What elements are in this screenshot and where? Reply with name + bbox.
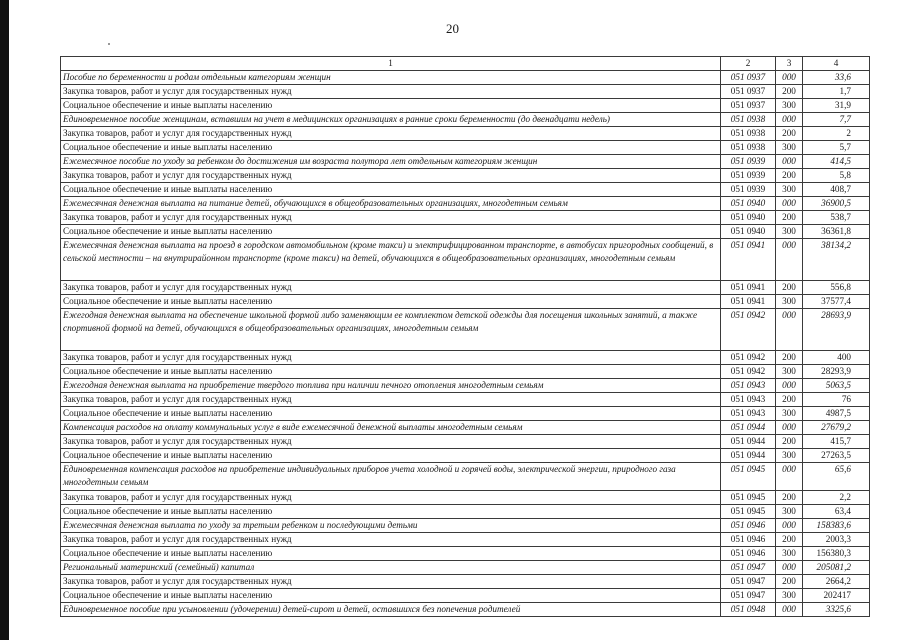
row-name-cell: Закупка товаров, работ и услуг для государственных нужд xyxy=(61,169,721,183)
row-type-cell: 000 xyxy=(776,421,803,435)
row-type-cell: 000 xyxy=(776,519,803,533)
row-name-cell: Ежемесячная денежная выплата на проезд в городском автомобильном (кроме такси) и электрифицированном транспорте, в автобусах пригородных сообщений, в сельской местности – на внутрирайонном транспорте (кроме такси) на детей, обучающихся в общеобразовательных организациях, многодетным семьям xyxy=(61,239,721,281)
table-row xyxy=(61,421,870,435)
table-row xyxy=(61,463,870,491)
row-type-cell: 200 xyxy=(776,169,803,183)
row-name-cell: Социальное обеспечение и иные выплаты населению xyxy=(61,589,721,603)
row-value-cell: 5,7 xyxy=(803,141,870,155)
row-type-cell: 000 xyxy=(776,113,803,127)
row-code-cell: 051 0941 xyxy=(721,295,776,309)
row-code-cell: 051 0937 xyxy=(721,99,776,113)
row-value-cell: 2003,3 xyxy=(803,533,870,547)
row-name-cell: Социальное обеспечение и иные выплаты населению xyxy=(61,295,721,309)
table-row xyxy=(61,99,870,113)
row-type-cell: 200 xyxy=(776,575,803,589)
row-code-cell: 051 0939 xyxy=(721,169,776,183)
row-code-cell: 051 0940 xyxy=(721,197,776,211)
row-value-cell: 408,7 xyxy=(803,183,870,197)
table-row xyxy=(61,365,870,379)
row-type-cell: 200 xyxy=(776,127,803,141)
row-value-cell: 4987,5 xyxy=(803,407,870,421)
row-value-cell: 31,9 xyxy=(803,99,870,113)
row-name-cell: Ежемесячная денежная выплата по уходу за третьим ребенком и последующими детьми xyxy=(61,519,721,533)
row-type-cell: 000 xyxy=(776,197,803,211)
row-name-cell: Единовременное пособие женщинам, вставшим на учет в медицинских организациях в ранние сроки беременности (до двенадцати недель) xyxy=(61,113,721,127)
row-code-cell: 051 0947 xyxy=(721,575,776,589)
row-code-cell: 051 0948 xyxy=(721,603,776,617)
row-name-cell: Закупка товаров, работ и услуг для государственных нужд xyxy=(61,491,721,505)
table-row xyxy=(61,211,870,225)
table-row xyxy=(61,85,870,99)
row-code-cell: 051 0939 xyxy=(721,155,776,169)
row-name-cell: Ежемесячная денежная выплата на питание детей, обучающихся в общеобразовательных организациях, многодетным семьям xyxy=(61,197,721,211)
budget-table-body xyxy=(61,57,870,617)
row-code-cell: 051 0940 xyxy=(721,225,776,239)
row-code-cell: 051 0937 xyxy=(721,71,776,85)
row-value-cell: 2,2 xyxy=(803,491,870,505)
row-value-cell: 33,6 xyxy=(803,71,870,85)
row-name-cell: Закупка товаров, работ и услуг для государственных нужд xyxy=(61,281,721,295)
row-name-cell: Региональный материнский (семейный) капитал xyxy=(61,561,721,575)
row-type-cell: 000 xyxy=(776,379,803,393)
row-type-cell: 200 xyxy=(776,351,803,365)
row-type-cell: 000 xyxy=(776,603,803,617)
row-type-cell: 300 xyxy=(776,225,803,239)
row-name-cell: Закупка товаров, работ и услуг для государственных нужд xyxy=(61,127,721,141)
row-code-cell: 051 0942 xyxy=(721,351,776,365)
row-type-cell: 300 xyxy=(776,505,803,519)
row-value-cell: 36361,8 xyxy=(803,225,870,239)
row-type-cell: 000 xyxy=(776,239,803,281)
row-type-cell: 200 xyxy=(776,393,803,407)
row-value-cell: 158383,6 xyxy=(803,519,870,533)
row-code-cell: 051 0938 xyxy=(721,127,776,141)
row-value-cell: 38134,2 xyxy=(803,239,870,281)
row-code-cell: 051 0944 xyxy=(721,421,776,435)
row-type-cell: 000 xyxy=(776,463,803,491)
column-header-3: 3 xyxy=(776,57,803,71)
row-code-cell: 051 0938 xyxy=(721,141,776,155)
row-value-cell: 7,7 xyxy=(803,113,870,127)
row-type-cell: 200 xyxy=(776,281,803,295)
row-type-cell: 200 xyxy=(776,491,803,505)
row-name-cell: Закупка товаров, работ и услуг для государственных нужд xyxy=(61,533,721,547)
row-type-cell: 300 xyxy=(776,449,803,463)
row-code-cell: 051 0938 xyxy=(721,113,776,127)
row-name-cell: Закупка товаров, работ и услуг для государственных нужд xyxy=(61,435,721,449)
row-type-cell: 300 xyxy=(776,407,803,421)
row-name-cell: Социальное обеспечение и иные выплаты населению xyxy=(61,141,721,155)
scan-speck xyxy=(108,43,110,45)
table-row xyxy=(61,127,870,141)
table-row xyxy=(61,197,870,211)
row-value-cell: 205081,2 xyxy=(803,561,870,575)
row-type-cell: 000 xyxy=(776,155,803,169)
table-row xyxy=(61,603,870,617)
table-row xyxy=(61,491,870,505)
row-value-cell: 76 xyxy=(803,393,870,407)
table-row xyxy=(61,407,870,421)
row-name-cell: Социальное обеспечение и иные выплаты населению xyxy=(61,449,721,463)
table-row xyxy=(61,113,870,127)
row-type-cell: 200 xyxy=(776,435,803,449)
row-code-cell: 051 0942 xyxy=(721,365,776,379)
row-name-cell: Социальное обеспечение и иные выплаты населению xyxy=(61,547,721,561)
row-name-cell: Пособие по беременности и родам отдельным категориям женщин xyxy=(61,71,721,85)
row-type-cell: 200 xyxy=(776,85,803,99)
table-row xyxy=(61,449,870,463)
row-type-cell: 200 xyxy=(776,211,803,225)
row-name-cell: Социальное обеспечение и иные выплаты населению xyxy=(61,505,721,519)
row-value-cell: 415,7 xyxy=(803,435,870,449)
table-row xyxy=(61,589,870,603)
column-header-1: 1 xyxy=(61,57,721,71)
table-row xyxy=(61,141,870,155)
row-code-cell: 051 0945 xyxy=(721,505,776,519)
table-row xyxy=(61,183,870,197)
row-value-cell: 63,4 xyxy=(803,505,870,519)
table-row xyxy=(61,281,870,295)
row-value-cell: 65,6 xyxy=(803,463,870,491)
row-name-cell: Закупка товаров, работ и услуг для государственных нужд xyxy=(61,351,721,365)
table-row xyxy=(61,155,870,169)
row-value-cell: 414,5 xyxy=(803,155,870,169)
row-value-cell: 28693,9 xyxy=(803,309,870,351)
row-code-cell: 051 0945 xyxy=(721,463,776,491)
row-code-cell: 051 0939 xyxy=(721,183,776,197)
table-row xyxy=(61,295,870,309)
row-code-cell: 051 0946 xyxy=(721,547,776,561)
row-code-cell: 051 0944 xyxy=(721,449,776,463)
row-name-cell: Закупка товаров, работ и услуг для государственных нужд xyxy=(61,85,721,99)
table-row xyxy=(61,547,870,561)
table-row xyxy=(61,435,870,449)
row-value-cell: 556,8 xyxy=(803,281,870,295)
row-code-cell: 051 0947 xyxy=(721,589,776,603)
row-value-cell: 5063,5 xyxy=(803,379,870,393)
row-value-cell: 27263,5 xyxy=(803,449,870,463)
row-code-cell: 051 0943 xyxy=(721,407,776,421)
row-name-cell: Закупка товаров, работ и услуг для государственных нужд xyxy=(61,211,721,225)
scan-edge-bar xyxy=(0,0,9,640)
column-header-4: 4 xyxy=(803,57,870,71)
row-code-cell: 051 0937 xyxy=(721,85,776,99)
row-type-cell: 300 xyxy=(776,295,803,309)
row-type-cell: 300 xyxy=(776,141,803,155)
table-row xyxy=(61,225,870,239)
row-code-cell: 051 0945 xyxy=(721,491,776,505)
row-type-cell: 300 xyxy=(776,589,803,603)
row-code-cell: 051 0946 xyxy=(721,519,776,533)
row-name-cell: Социальное обеспечение и иные выплаты населению xyxy=(61,225,721,239)
row-name-cell: Закупка товаров, работ и услуг для государственных нужд xyxy=(61,575,721,589)
row-value-cell: 156380,3 xyxy=(803,547,870,561)
row-value-cell: 37577,4 xyxy=(803,295,870,309)
row-name-cell: Социальное обеспечение и иные выплаты населению xyxy=(61,99,721,113)
row-type-cell: 000 xyxy=(776,309,803,351)
row-type-cell: 200 xyxy=(776,533,803,547)
row-name-cell: Социальное обеспечение и иные выплаты населению xyxy=(61,183,721,197)
row-value-cell: 2 xyxy=(803,127,870,141)
table-row xyxy=(61,561,870,575)
table-row xyxy=(61,505,870,519)
row-type-cell: 300 xyxy=(776,365,803,379)
row-value-cell: 3325,6 xyxy=(803,603,870,617)
row-code-cell: 051 0941 xyxy=(721,281,776,295)
row-code-cell: 051 0943 xyxy=(721,379,776,393)
table-row xyxy=(61,533,870,547)
row-type-cell: 000 xyxy=(776,561,803,575)
table-row xyxy=(61,351,870,365)
row-type-cell: 000 xyxy=(776,71,803,85)
table-row xyxy=(61,379,870,393)
row-value-cell: 27679,2 xyxy=(803,421,870,435)
table-header-row xyxy=(61,57,870,71)
row-name-cell: Социальное обеспечение и иные выплаты населению xyxy=(61,365,721,379)
row-value-cell: 28293,9 xyxy=(803,365,870,379)
table-row xyxy=(61,71,870,85)
row-value-cell: 400 xyxy=(803,351,870,365)
row-name-cell: Ежегодная денежная выплата на приобретение твердого топлива при наличии печного отопления многодетным семьям xyxy=(61,379,721,393)
row-name-cell: Компенсация расходов на оплату коммунальных услуг в виде ежемесячной денежной выплаты многодетным семьям xyxy=(61,421,721,435)
row-value-cell: 2664,2 xyxy=(803,575,870,589)
row-value-cell: 36900,5 xyxy=(803,197,870,211)
row-code-cell: 051 0947 xyxy=(721,561,776,575)
row-type-cell: 300 xyxy=(776,183,803,197)
row-value-cell: 538,7 xyxy=(803,211,870,225)
column-header-2: 2 xyxy=(721,57,776,71)
row-name-cell: Закупка товаров, работ и услуг для государственных нужд xyxy=(61,393,721,407)
row-name-cell: Единовременное пособие при усыновлении (удочерении) детей-сирот и детей, оставшихся без попечения родителей xyxy=(61,603,721,617)
row-name-cell: Социальное обеспечение и иные выплаты населению xyxy=(61,407,721,421)
row-type-cell: 300 xyxy=(776,99,803,113)
page-number: 20 xyxy=(446,21,459,36)
row-code-cell: 051 0943 xyxy=(721,393,776,407)
row-value-cell: 5,8 xyxy=(803,169,870,183)
table-row xyxy=(61,575,870,589)
row-value-cell: 1,7 xyxy=(803,85,870,99)
row-name-cell: Единовременная компенсация расходов на приобретение индивидуальных приборов учета холодной и горячей воды, электрической энергии, природного газа многодетным семьям xyxy=(61,463,721,491)
table-row xyxy=(61,393,870,407)
budget-table xyxy=(60,56,870,617)
row-type-cell: 300 xyxy=(776,547,803,561)
row-name-cell: Ежегодная денежная выплата на обеспечение школьной формой либо заменяющим ее комплектом детской одежды для посещения школьных занятий, а также спортивной формой на детей, обучающихся в общеобразовательных организациях, многодетным семьям xyxy=(61,309,721,351)
row-code-cell: 051 0946 xyxy=(721,533,776,547)
table-row xyxy=(61,239,870,281)
row-code-cell: 051 0941 xyxy=(721,239,776,281)
row-value-cell: 202417 xyxy=(803,589,870,603)
row-code-cell: 051 0942 xyxy=(721,309,776,351)
row-code-cell: 051 0940 xyxy=(721,211,776,225)
row-code-cell: 051 0944 xyxy=(721,435,776,449)
table-row xyxy=(61,519,870,533)
table-row xyxy=(61,309,870,351)
table-row xyxy=(61,169,870,183)
row-name-cell: Ежемесячное пособие по уходу за ребенком до достижения им возраста полутора лет отдельным категориям женщин xyxy=(61,155,721,169)
